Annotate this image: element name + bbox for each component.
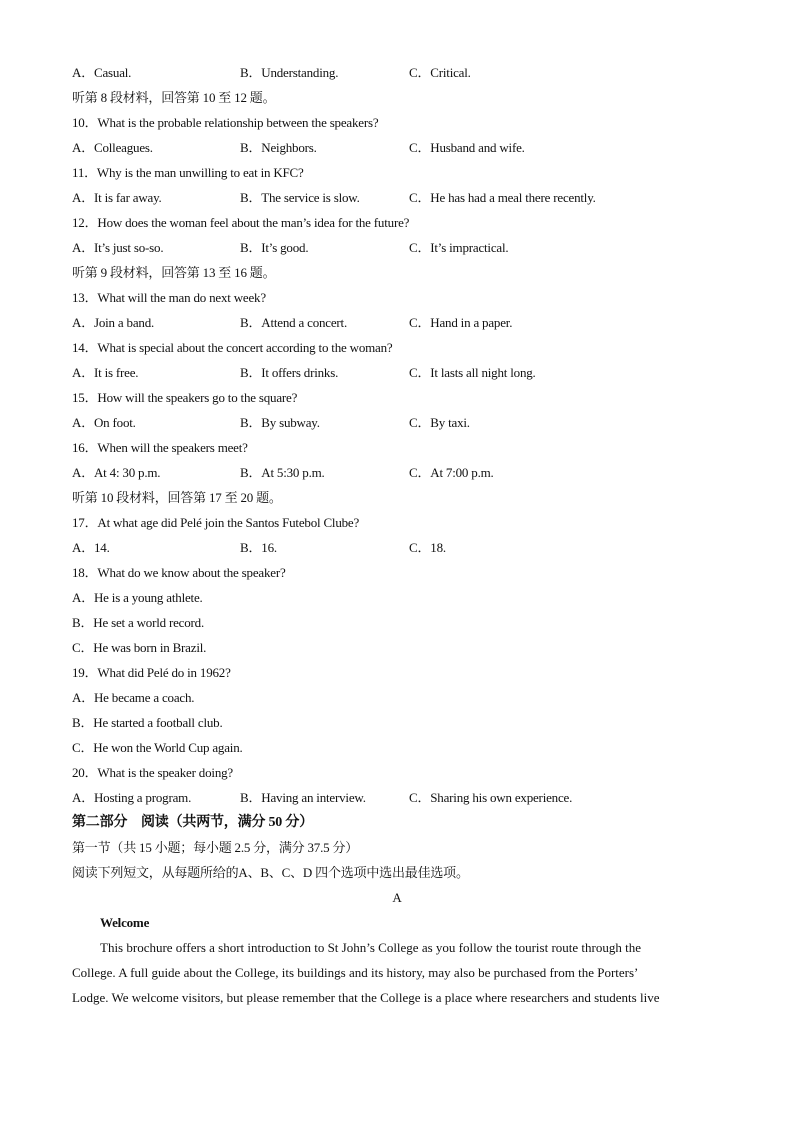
q10-option-c: C．Husband and wife. bbox=[409, 140, 525, 155]
passage-line-3: Lodge. We welcome visitors, but please remember that the College is a place where researchers and students live bbox=[72, 990, 660, 1005]
question-20: 20．What is the speaker doing? bbox=[72, 765, 233, 780]
q13-option-c: C．Hand in a paper. bbox=[409, 315, 513, 330]
question-14: 14．What is special about the concert according to the woman? bbox=[72, 340, 393, 355]
passage-line-1: This brochure offers a short introduction to St John’s College as you follow the tourist route through the bbox=[100, 940, 641, 955]
q15-option-c: C．By taxi. bbox=[409, 415, 470, 430]
question-10: 10．What is the probable relationship between the speakers? bbox=[72, 115, 379, 130]
section-9-instruction: 听第 9 段材料，回答第 13 至 16 题。 bbox=[72, 265, 276, 280]
q12-option-a: A．It’s just so-so. bbox=[72, 240, 164, 255]
q15-option-b: B．By subway. bbox=[240, 415, 320, 430]
q11-option-a: A．It is far away. bbox=[72, 190, 162, 205]
q11-option-c: C．He has had a meal there recently. bbox=[409, 190, 596, 205]
question-15: 15．How will the speakers go to the square? bbox=[72, 390, 298, 405]
passage-line-2: College. A full guide about the College, its buildings and its history, may also be purchased from the Porters’ bbox=[72, 965, 639, 980]
q14-option-b: B．It offers drinks. bbox=[240, 365, 339, 380]
section-8-instruction: 听第 8 段材料，回答第 10 至 12 题。 bbox=[72, 90, 276, 105]
q11-option-b: B．The service is slow. bbox=[240, 190, 360, 205]
q20-option-c: C．Sharing his own experience. bbox=[409, 790, 573, 805]
q16-option-a: A．At 4: 30 p.m. bbox=[72, 465, 161, 480]
q10-option-a: A．Colleagues. bbox=[72, 140, 153, 155]
q12-option-c: C．It’s impractical. bbox=[409, 240, 509, 255]
q15-option-a: A．On foot. bbox=[72, 415, 136, 430]
q9-option-a: A．Casual. bbox=[72, 65, 132, 80]
q16-option-b: B．At 5:30 p.m. bbox=[240, 465, 325, 480]
question-19: 19．What did Pelé do in 1962? bbox=[72, 665, 231, 680]
q17-option-b: B．16. bbox=[240, 540, 277, 555]
question-13: 13．What will the man do next week? bbox=[72, 290, 266, 305]
part-two-heading: 第二部分 阅读（共两节，满分 50 分） bbox=[72, 815, 313, 830]
passage-letter: A bbox=[392, 890, 402, 905]
question-17: 17．At what age did Pelé join the Santos Futebol Clube? bbox=[72, 515, 360, 530]
q19-option-c: C．He won the World Cup again. bbox=[72, 740, 243, 755]
q20-option-b: B．Having an interview. bbox=[240, 790, 366, 805]
q20-option-a: A．Hosting a program. bbox=[72, 790, 192, 805]
question-18: 18．What do we know about the speaker? bbox=[72, 565, 286, 580]
q17-option-c: C．18. bbox=[409, 540, 446, 555]
q16-option-c: C．At 7:00 p.m. bbox=[409, 465, 494, 480]
q10-option-b: B．Neighbors. bbox=[240, 140, 317, 155]
section-one-heading: 第一节（共 15 小题；每小题 2.5 分，满分 37.5 分） bbox=[72, 840, 359, 855]
q19-option-b: B．He started a football club. bbox=[72, 715, 223, 730]
q9-option-b: B．Understanding. bbox=[240, 65, 339, 80]
q18-option-a: A．He is a young athlete. bbox=[72, 590, 203, 605]
q9-option-c: C．Critical. bbox=[409, 65, 471, 80]
q17-option-a: A．14. bbox=[72, 540, 110, 555]
section-10-instruction: 听第 10 段材料，回答第 17 至 20 题。 bbox=[72, 490, 282, 505]
q13-option-b: B．Attend a concert. bbox=[240, 315, 348, 330]
q18-option-c: C．He was born in Brazil. bbox=[72, 640, 207, 655]
reading-instruction: 阅读下列短文，从每题所给的A、B、C、D 四个选项中选出最佳选项。 bbox=[72, 865, 469, 880]
q13-option-a: A．Join a band. bbox=[72, 315, 155, 330]
question-11: 11．Why is the man unwilling to eat in KFC? bbox=[72, 165, 304, 180]
q14-option-c: C．It lasts all night long. bbox=[409, 365, 536, 380]
q18-option-b: B．He set a world record. bbox=[72, 615, 205, 630]
q19-option-a: A．He became a coach. bbox=[72, 690, 195, 705]
q14-option-a: A．It is free. bbox=[72, 365, 139, 380]
q12-option-b: B．It’s good. bbox=[240, 240, 309, 255]
question-12: 12．How does the woman feel about the man’s idea for the future? bbox=[72, 215, 410, 230]
question-16: 16．When will the speakers meet? bbox=[72, 440, 248, 455]
passage-title: Welcome bbox=[100, 915, 150, 930]
